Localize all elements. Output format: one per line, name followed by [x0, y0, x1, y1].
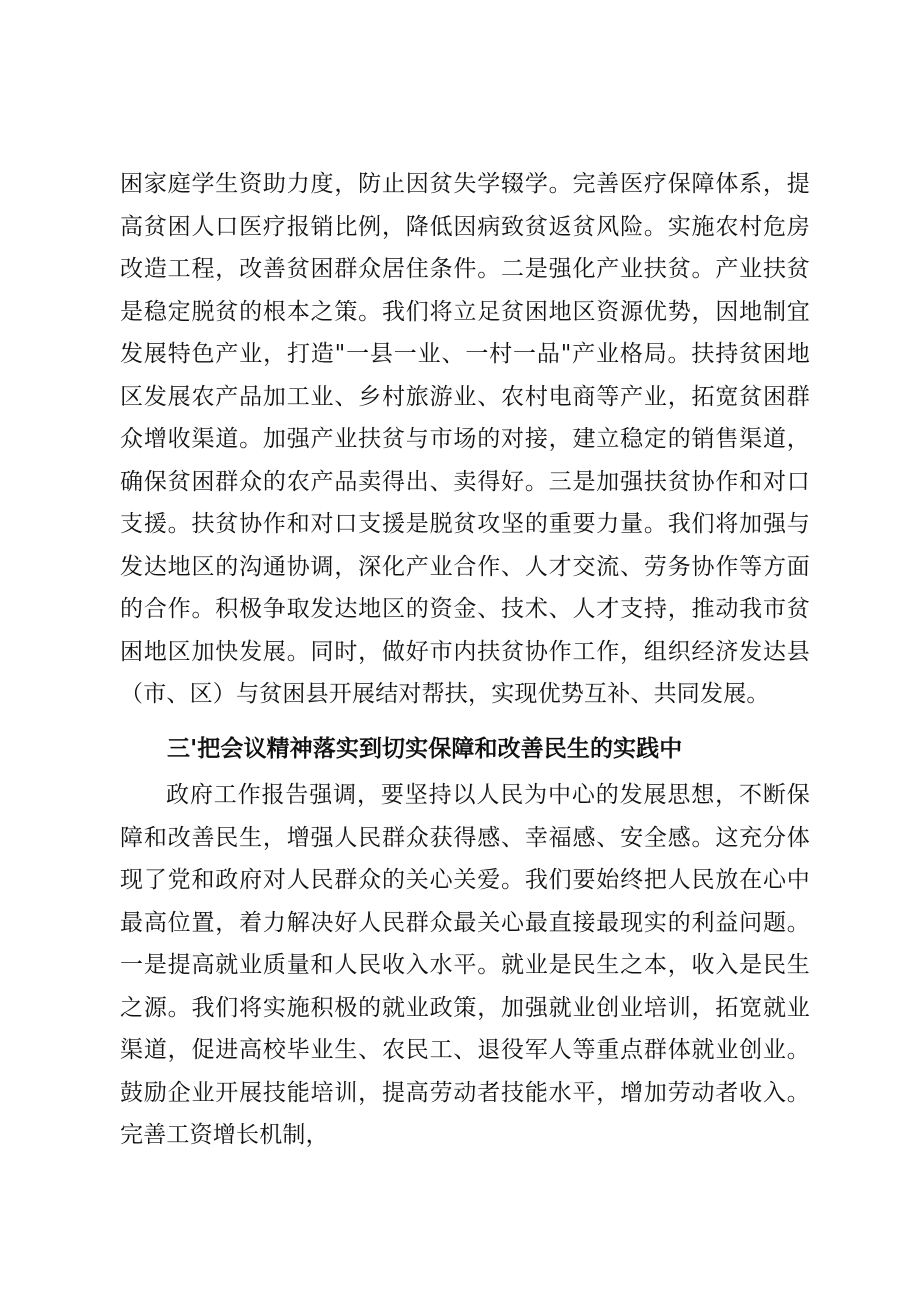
body-paragraph-1: 困家庭学生资助力度，防止因贫失学辍学。完善医疗保障体系，提高贫困人口医疗报销比例，降低因病致贫返贫风险。实施农村危房改造工程，改善贫困群众居住条件。二是强化产业扶贫。产业扶贫是稳定脱贫的根本之策。我们将立足贫困地区资源优势，因地制宜发展特色产业，打造"一县一业、一村一品"产业格局。扶持贫困地区发展农产品加工业、乡村旅游业、农村电商等产业，拓宽贫困群众增收渠道。加强产业扶贫与市场的对接，建立稳定的销售渠道，确保贫困群众的农产品卖得出、卖得好。三是加强扶贫协作和对口支援。扶贫协作和对口支援是脱贫攻坚的重要力量。我们将加强与发达地区的沟通协调，深化产业合作、人才交流、劳务协作等方面的合作。积极争取发达地区的资金、技术、人才支持，推动我市贫困地区加快发展。同时，做好市内扶贫协作工作，组织经济发达县（市、区）与贫困县开展结对帮扶，实现优势互补、共同发展。	[120, 171, 810, 707]
body-paragraph-2: 政府工作报告强调，要坚持以人民为中心的发展思想，不断保障和改善民生，增强人民群众获得感、幸福感、安全感。这充分体现了党和政府对人民群众的关心关爱。我们要始终把人民放在心中最高位置，着力解决好人民群众最关心最直接最现实的利益问题。一是提高就业质量和人民收入水平。就业是民生之本，收入是民生之源。我们将实施积极的就业政策，加强就业创业培训，拓宽就业渠道，促进高校毕业生、农民工、退役军人等重点群体就业创业。鼓励企业开展技能培训，提高劳动者技能水平，增加劳动者收入。完善工资增长机制，	[120, 782, 810, 1148]
section-heading: 三'把会议精神落实到切实保障和改善民生的实践中	[167, 736, 683, 762]
